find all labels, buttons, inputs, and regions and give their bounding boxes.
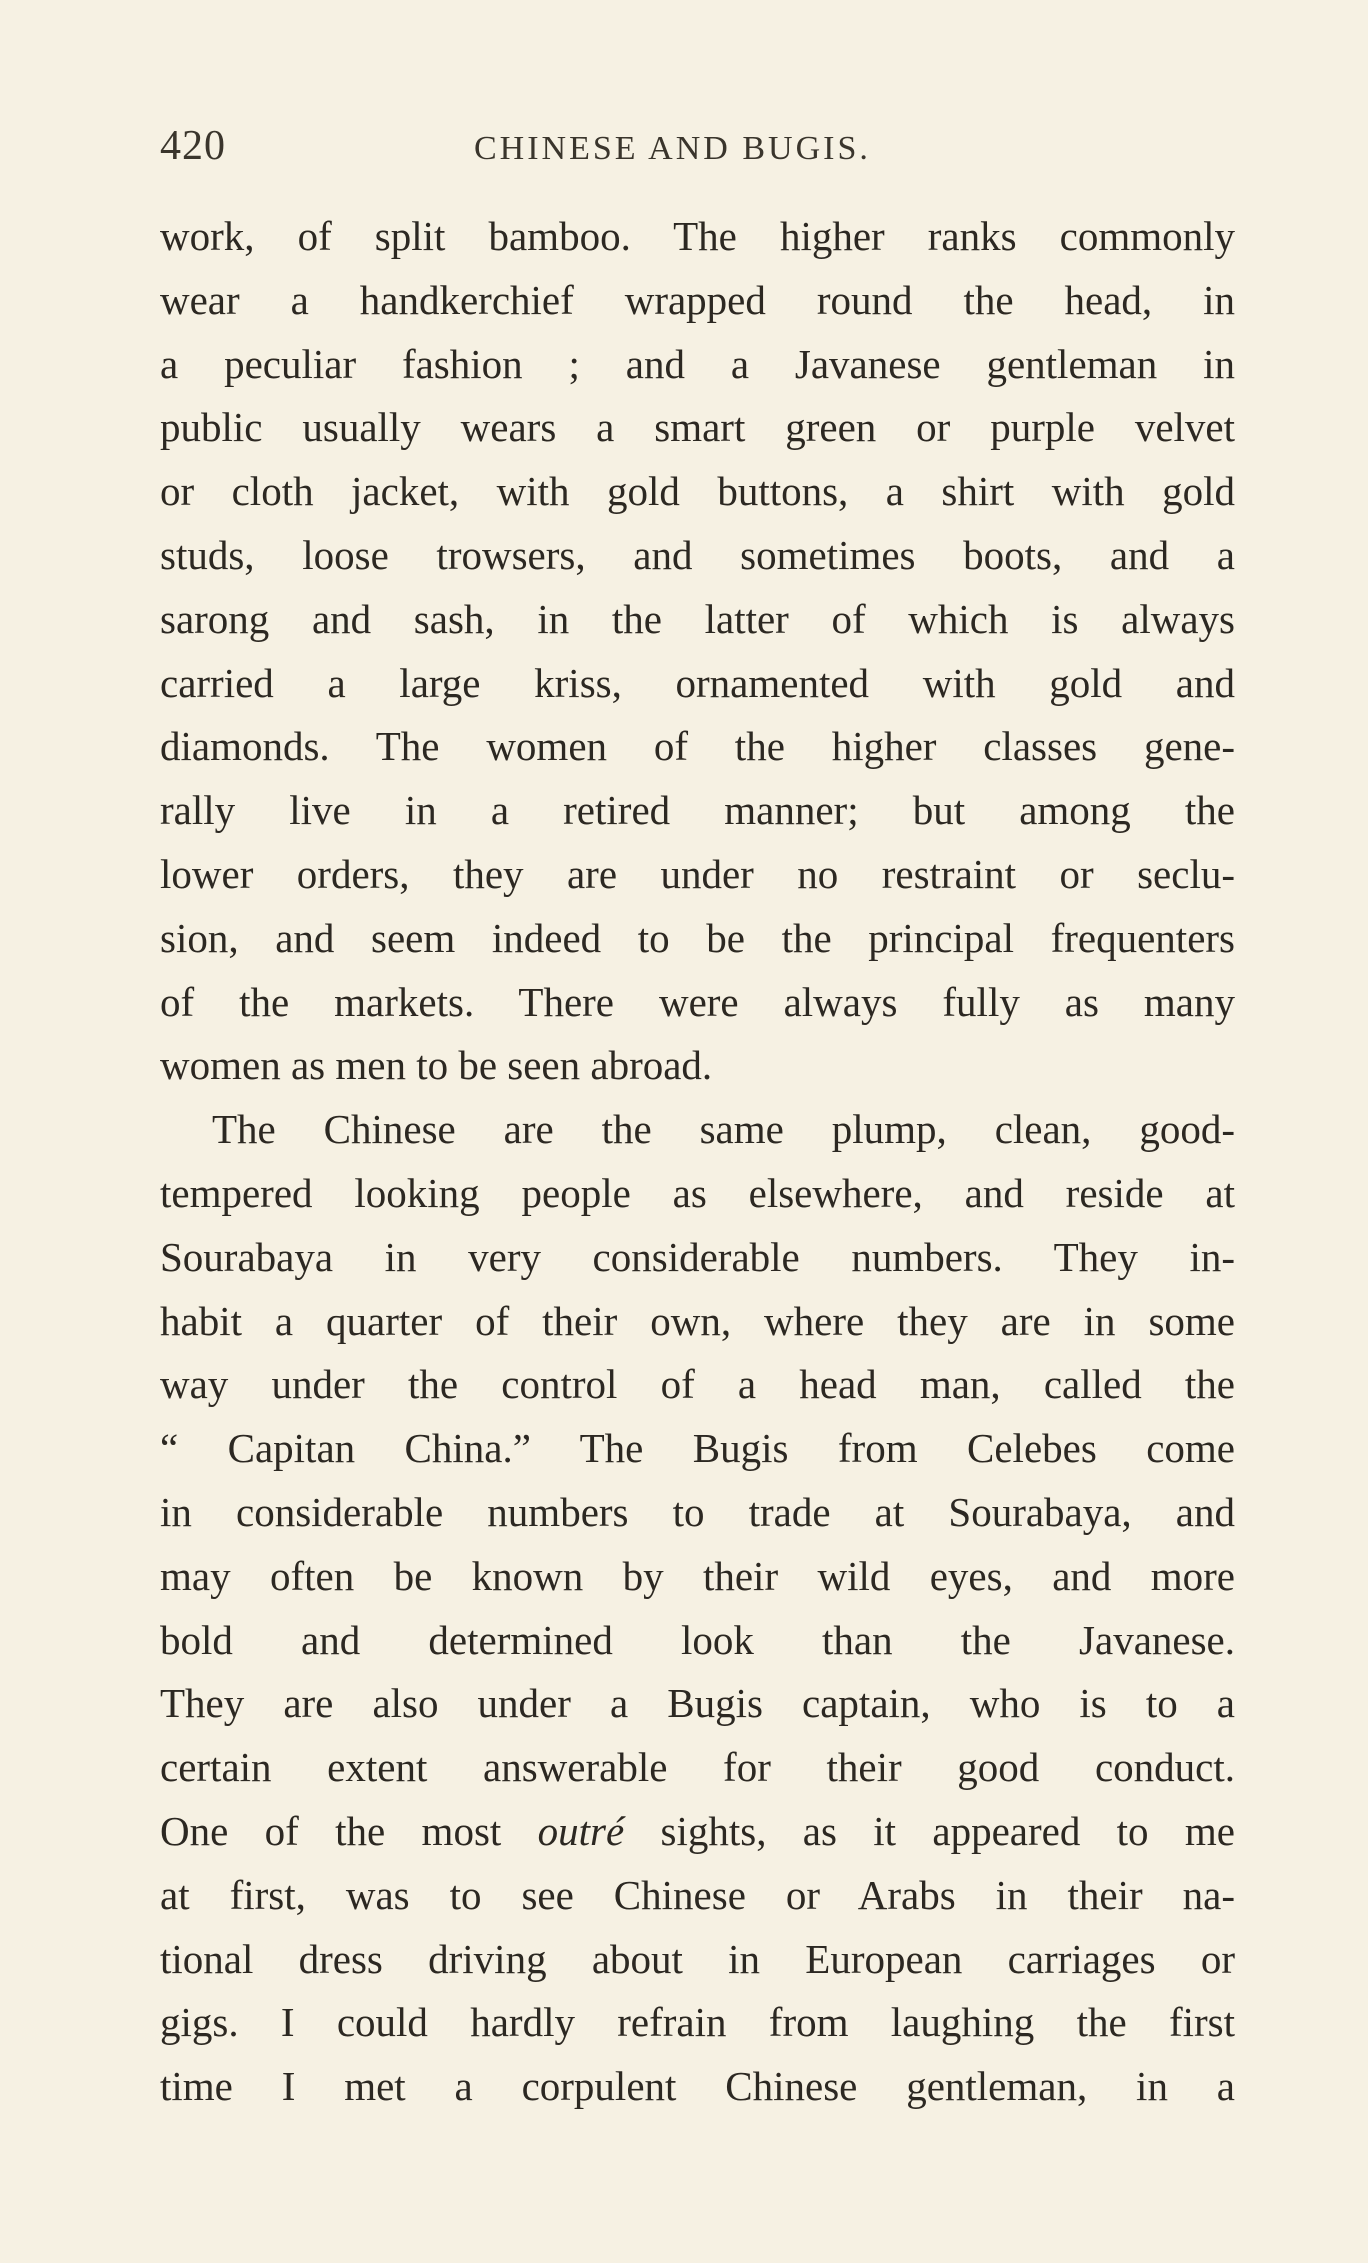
text-line: “ Capitan China.” The Bugis from Celebes come (160, 1425, 1235, 1472)
text-line: carried a large kriss, ornamented with gold and (160, 659, 1235, 706)
text-line: certain extent answerable for their good conduct. (160, 1744, 1235, 1791)
text-line: bold and determined look than the Javanese. (160, 1616, 1235, 1663)
text-line: sion, and seem indeed to be the principal frequenters (160, 914, 1235, 961)
body-text (160, 205, 1235, 2119)
text-line: studs, loose trowsers, and sometimes boots, and a (160, 531, 1235, 578)
text-line: sarong and sash, in the latter of which is always (160, 595, 1235, 642)
text-line-with-italic (160, 1800, 1235, 1864)
text-line: time I met a corpulent Chinese gentleman, in a (160, 2063, 1235, 2110)
text-line: tional dress driving about in European carriages or (160, 1935, 1235, 1982)
text-line: at first, was to see Chinese or Arabs in their na- (160, 1871, 1235, 1918)
page-number: 420 (160, 123, 226, 169)
text-line: may often be known by their wild eyes, and more (160, 1552, 1235, 1599)
running-title: CHINESE AND BUGIS. (474, 130, 871, 167)
text-line: way under the control of a head man, called the (160, 1361, 1235, 1408)
text-line: gigs. I could hardly refrain from laughing the first (160, 1999, 1235, 2046)
text-segment: One of the most (160, 1807, 538, 1854)
text-line: of the markets. There were always fully as many (160, 978, 1235, 1025)
text-line: tempered looking people as elsewhere, and reside at (160, 1169, 1235, 1216)
text-line: rally live in a retired manner; but among the (160, 787, 1235, 834)
text-line: They are also under a Bugis captain, who is to a (160, 1680, 1235, 1727)
text-line: Sourabaya in very considerable numbers. They in- (160, 1233, 1235, 1280)
text-segment: sights, as it appeared to me (624, 1807, 1235, 1854)
text-line: diamonds. The women of the higher classes gene- (160, 723, 1235, 770)
text-line: public usually wears a smart green or purple velvet (160, 404, 1235, 451)
paragraph-start-line: The Chinese are the same plump, clean, good- (212, 1106, 1235, 1153)
text-line: lower orders, they are under no restraint or seclu- (160, 850, 1235, 897)
paragraph-end-line: women as men to be seen abroad. (160, 1042, 713, 1089)
italic-word: outré (537, 1807, 625, 1854)
text-line: or cloth jacket, with gold buttons, a shirt with gold (160, 468, 1235, 515)
text-line: in considerable numbers to trade at Sourabaya, and (160, 1488, 1235, 1535)
text-line: a peculiar fashion ; and a Javanese gentleman in (160, 340, 1235, 387)
text-line: habit a quarter of their own, where they are in some (160, 1297, 1235, 1344)
text-line: wear a handkerchief wrapped round the head, in (160, 276, 1235, 323)
page-header (160, 122, 1245, 182)
text-line: work, of split bamboo. The higher ranks commonly (160, 213, 1235, 259)
